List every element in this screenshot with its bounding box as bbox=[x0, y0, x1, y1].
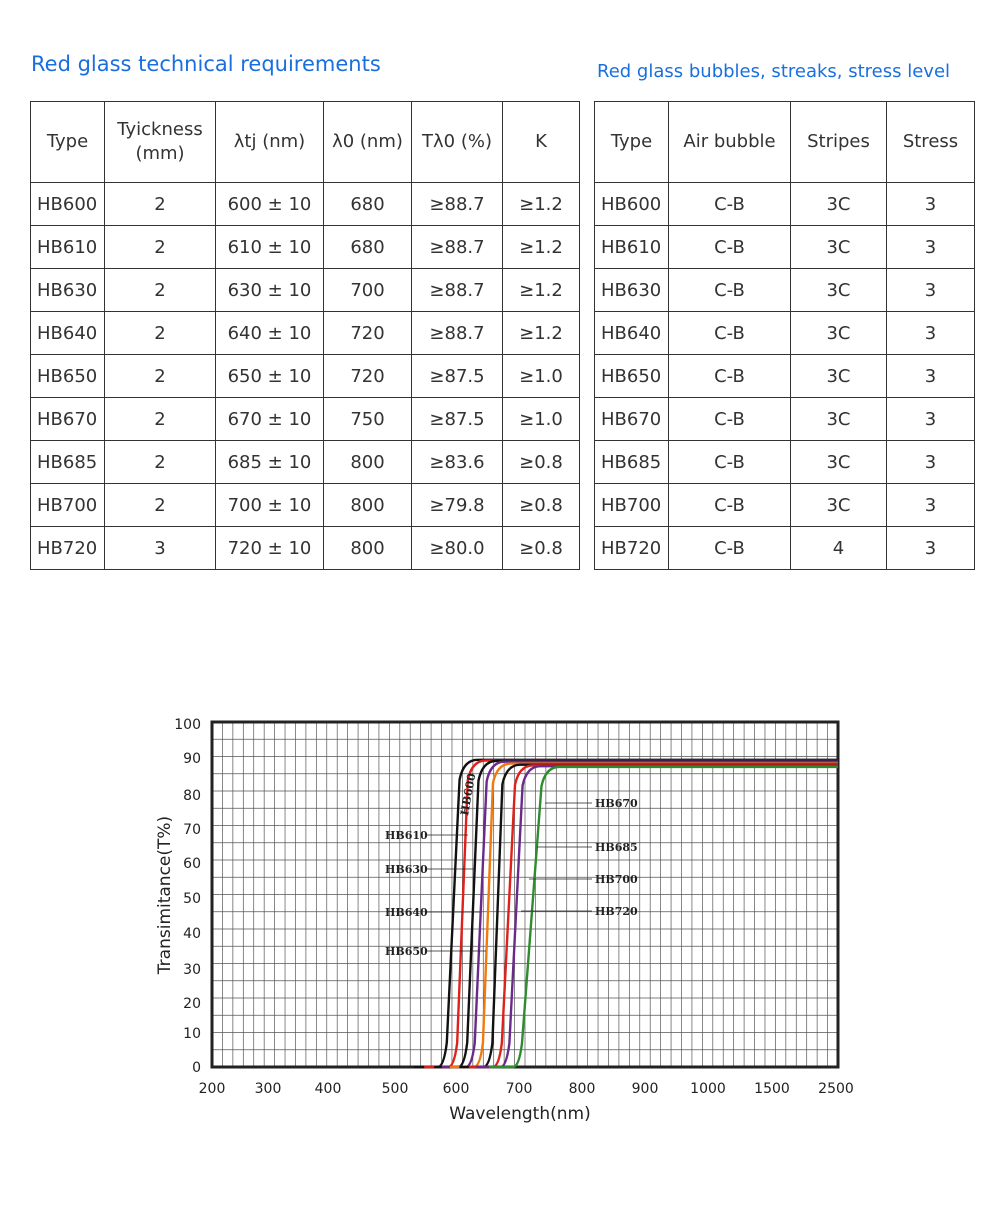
x-tick-label: 2500 bbox=[818, 1081, 854, 1097]
quality-cell: HB685 bbox=[595, 441, 669, 484]
tech-cell: 800 bbox=[324, 484, 412, 527]
table-row bbox=[595, 183, 975, 226]
tech-cell: 650 ± 10 bbox=[216, 355, 324, 398]
quality-cell: HB640 bbox=[595, 312, 669, 355]
table-row bbox=[31, 269, 580, 312]
table-row bbox=[31, 527, 580, 570]
tech-cell: 2 bbox=[105, 484, 216, 527]
tech-cell: 750 bbox=[324, 398, 412, 441]
y-axis-label: Transimitance(T%) bbox=[155, 815, 175, 975]
quality-cell: HB610 bbox=[595, 226, 669, 269]
tech-cell: 685 ± 10 bbox=[216, 441, 324, 484]
tech-cell: 2 bbox=[105, 183, 216, 226]
quality-header-0: Type bbox=[595, 102, 669, 183]
y-tick-label: 0 bbox=[192, 1060, 201, 1076]
tech-cell: ≥0.8 bbox=[503, 484, 580, 527]
quality-cell: 3 bbox=[887, 484, 975, 527]
y-tick-label: 80 bbox=[183, 788, 201, 804]
tech-header-2: λtj (nm) bbox=[216, 102, 324, 183]
tech-cell: ≥88.7 bbox=[412, 226, 503, 269]
tech-cell: 700 bbox=[324, 269, 412, 312]
quality-cell: C-B bbox=[669, 398, 791, 441]
label-hb700: HB700 bbox=[595, 873, 638, 886]
tech-cell: ≥1.2 bbox=[503, 269, 580, 312]
tech-header-0: Type bbox=[31, 102, 105, 183]
table-row bbox=[595, 355, 975, 398]
tech-cell: ≥1.2 bbox=[503, 183, 580, 226]
tech-cell: ≥87.5 bbox=[412, 398, 503, 441]
table-row bbox=[595, 398, 975, 441]
tech-cell: ≥1.0 bbox=[503, 355, 580, 398]
x-tick-label: 200 bbox=[198, 1081, 226, 1097]
table-row bbox=[595, 226, 975, 269]
tech-cell: HB600 bbox=[31, 183, 105, 226]
quality-header-1: Air bubble bbox=[669, 102, 791, 183]
tech-cell: ≥83.6 bbox=[412, 441, 503, 484]
tech-cell: 3 bbox=[105, 527, 216, 570]
tech-cell: HB650 bbox=[31, 355, 105, 398]
tech-cell: HB720 bbox=[31, 527, 105, 570]
label-hb630: HB630 bbox=[385, 863, 428, 876]
quality-cell: C-B bbox=[669, 269, 791, 312]
technical-requirements-table bbox=[30, 101, 580, 570]
quality-cell: 3 bbox=[887, 527, 975, 570]
tech-cell: 2 bbox=[105, 441, 216, 484]
quality-cell: 3 bbox=[887, 269, 975, 312]
y-tick-label: 10 bbox=[183, 1026, 201, 1042]
y-tick-label: 20 bbox=[183, 996, 201, 1012]
quality-cell: C-B bbox=[669, 527, 791, 570]
x-tick-label: 800 bbox=[568, 1081, 596, 1097]
table-row bbox=[595, 441, 975, 484]
quality-cell: HB670 bbox=[595, 398, 669, 441]
right-table-title: Red glass bubbles, streaks, stress level bbox=[597, 61, 951, 82]
x-tick-label: 600 bbox=[442, 1081, 470, 1097]
quality-cell: 3 bbox=[887, 312, 975, 355]
quality-cell: C-B bbox=[669, 441, 791, 484]
tech-cell: 670 ± 10 bbox=[216, 398, 324, 441]
x-tick-label: 300 bbox=[254, 1081, 282, 1097]
tech-cell: ≥0.8 bbox=[503, 527, 580, 570]
tech-cell: 2 bbox=[105, 269, 216, 312]
table-row bbox=[31, 441, 580, 484]
tech-header-1: Tyickness (mm) bbox=[105, 102, 216, 183]
y-tick-label: 90 bbox=[183, 751, 201, 767]
quality-cell: 3C bbox=[791, 269, 887, 312]
label-hb640: HB640 bbox=[385, 906, 428, 919]
y-tick-label: 40 bbox=[183, 926, 201, 942]
tech-cell: HB685 bbox=[31, 441, 105, 484]
quality-cell: 4 bbox=[791, 527, 887, 570]
quality-cell: 3 bbox=[887, 398, 975, 441]
x-axis-label: Wavelength(nm) bbox=[449, 1104, 591, 1124]
label-hb670: HB670 bbox=[595, 797, 638, 810]
table-row bbox=[31, 398, 580, 441]
tech-header-4: Tλ0 (%) bbox=[412, 102, 503, 183]
y-tick-label: 30 bbox=[183, 962, 201, 978]
table-row bbox=[31, 312, 580, 355]
tech-cell: HB630 bbox=[31, 269, 105, 312]
quality-cell: C-B bbox=[669, 312, 791, 355]
transmittance-chart bbox=[0, 690, 1000, 1140]
table-row bbox=[595, 527, 975, 570]
x-tick-label: 500 bbox=[381, 1081, 409, 1097]
tech-cell: 640 ± 10 bbox=[216, 312, 324, 355]
table-row bbox=[31, 484, 580, 527]
tech-cell: 800 bbox=[324, 527, 412, 570]
table-row bbox=[31, 183, 580, 226]
bubbles-stripes-stress-table bbox=[594, 101, 975, 570]
x-tick-label: 1000 bbox=[690, 1081, 726, 1097]
quality-cell: HB600 bbox=[595, 183, 669, 226]
quality-cell: C-B bbox=[669, 355, 791, 398]
tech-cell: ≥80.0 bbox=[412, 527, 503, 570]
x-tick-label: 400 bbox=[314, 1081, 342, 1097]
quality-cell: HB720 bbox=[595, 527, 669, 570]
tech-header-3: λ0 (nm) bbox=[324, 102, 412, 183]
tech-cell: 720 ± 10 bbox=[216, 527, 324, 570]
label-hb685: HB685 bbox=[595, 841, 638, 854]
quality-cell: 3 bbox=[887, 355, 975, 398]
quality-header-2: Stripes bbox=[791, 102, 887, 183]
y-tick-label: 100 bbox=[174, 717, 201, 733]
x-tick-label: 700 bbox=[505, 1081, 533, 1097]
tech-cell: 630 ± 10 bbox=[216, 269, 324, 312]
tech-header-5: K bbox=[503, 102, 580, 183]
tech-cell: ≥88.7 bbox=[412, 312, 503, 355]
tech-cell: HB610 bbox=[31, 226, 105, 269]
label-hb610: HB610 bbox=[385, 829, 428, 842]
tech-cell: 800 bbox=[324, 441, 412, 484]
tech-cell: HB700 bbox=[31, 484, 105, 527]
quality-cell: 3C bbox=[791, 484, 887, 527]
quality-cell: C-B bbox=[669, 183, 791, 226]
quality-cell: 3 bbox=[887, 441, 975, 484]
quality-cell: HB630 bbox=[595, 269, 669, 312]
quality-cell: 3 bbox=[887, 183, 975, 226]
quality-cell: C-B bbox=[669, 484, 791, 527]
tech-cell: ≥0.8 bbox=[503, 441, 580, 484]
table-row bbox=[595, 484, 975, 527]
tech-cell: 680 bbox=[324, 183, 412, 226]
tech-cell: ≥79.8 bbox=[412, 484, 503, 527]
label-hb720: HB720 bbox=[595, 905, 638, 918]
tech-cell: ≥88.7 bbox=[412, 269, 503, 312]
quality-cell: 3C bbox=[791, 183, 887, 226]
tech-cell: ≥1.2 bbox=[503, 226, 580, 269]
tech-cell: ≥1.2 bbox=[503, 312, 580, 355]
y-tick-label: 70 bbox=[183, 822, 201, 838]
tech-cell: 720 bbox=[324, 312, 412, 355]
tech-cell: HB640 bbox=[31, 312, 105, 355]
x-tick-label: 900 bbox=[631, 1081, 659, 1097]
quality-cell: 3 bbox=[887, 226, 975, 269]
tech-cell: HB670 bbox=[31, 398, 105, 441]
tech-cell: 2 bbox=[105, 226, 216, 269]
quality-cell: 3C bbox=[791, 441, 887, 484]
tech-cell: 2 bbox=[105, 398, 216, 441]
tech-cell: 2 bbox=[105, 355, 216, 398]
tech-cell: 2 bbox=[105, 312, 216, 355]
x-tick-label: 1500 bbox=[754, 1081, 790, 1097]
y-tick-label: 50 bbox=[183, 891, 201, 907]
quality-cell: 3C bbox=[791, 355, 887, 398]
table-row bbox=[595, 269, 975, 312]
left-table-title: Red glass technical requirements bbox=[31, 52, 381, 76]
tech-cell: ≥1.0 bbox=[503, 398, 580, 441]
tech-cell: ≥88.7 bbox=[412, 183, 503, 226]
quality-cell: 3C bbox=[791, 312, 887, 355]
label-hb650: HB650 bbox=[385, 945, 428, 958]
table-row bbox=[31, 355, 580, 398]
tech-cell: 610 ± 10 bbox=[216, 226, 324, 269]
quality-header-3: Stress bbox=[887, 102, 975, 183]
tech-cell: 680 bbox=[324, 226, 412, 269]
tech-cell: 720 bbox=[324, 355, 412, 398]
quality-cell: 3C bbox=[791, 226, 887, 269]
table-row bbox=[595, 312, 975, 355]
quality-cell: HB650 bbox=[595, 355, 669, 398]
quality-cell: C-B bbox=[669, 226, 791, 269]
quality-cell: 3C bbox=[791, 398, 887, 441]
tech-cell: ≥87.5 bbox=[412, 355, 503, 398]
tech-cell: 700 ± 10 bbox=[216, 484, 324, 527]
quality-cell: HB700 bbox=[595, 484, 669, 527]
label-hb600: HB600 bbox=[458, 772, 479, 817]
table-row bbox=[31, 226, 580, 269]
y-tick-label: 60 bbox=[183, 856, 201, 872]
tech-cell: 600 ± 10 bbox=[216, 183, 324, 226]
